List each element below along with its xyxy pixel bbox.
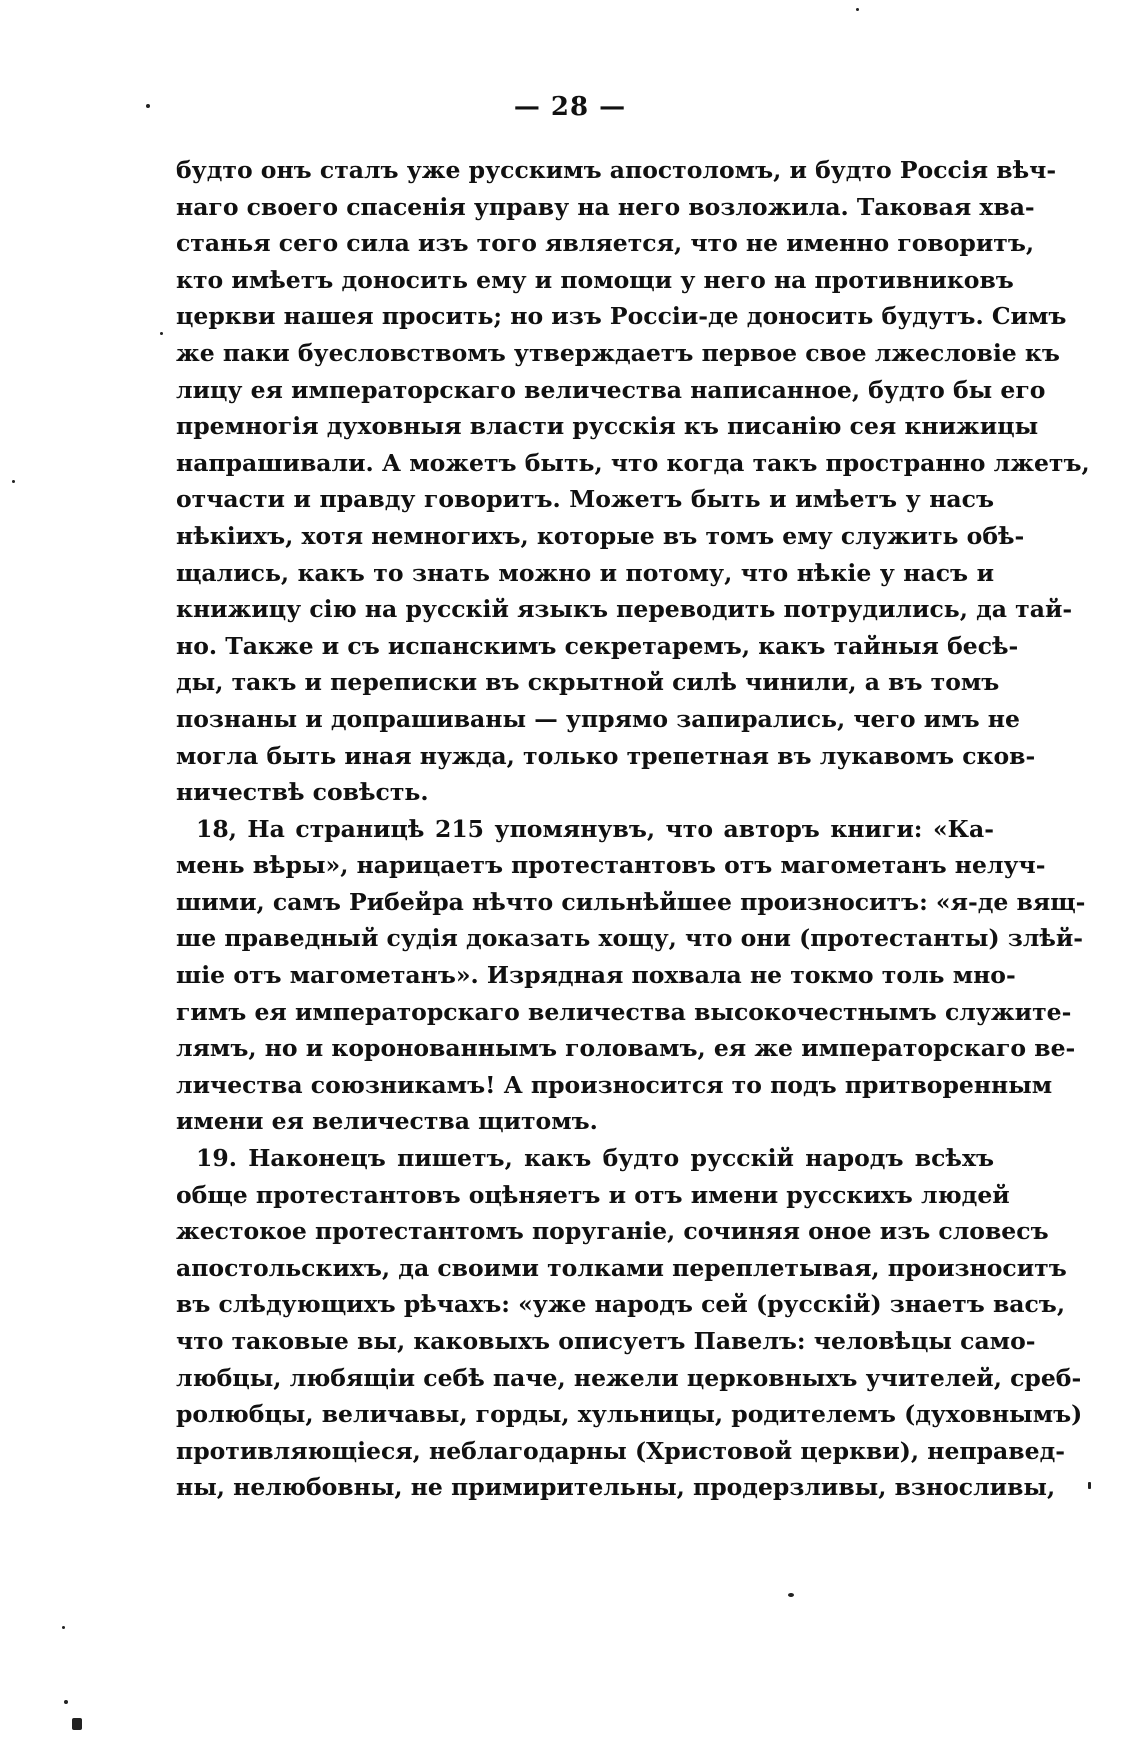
text-line: что таковые вы, каковыхъ описуетъ Павелъ: человѣцы само-: [176, 1327, 1036, 1355]
text-line: ролюбцы, величавы, горды, хульницы, родителемъ (духовнымъ): [176, 1400, 1083, 1429]
text-line: личества союзникамъ! А произносится то подъ притворенным: [176, 1070, 1053, 1099]
text-line: обще протестантовъ оцѣняетъ и отъ имени русскихъ людей: [176, 1180, 1010, 1209]
text-line: противляющіеся, неблагодарны (Христовой церкви), неправед-: [176, 1436, 1065, 1465]
text-line: ды, такъ и переписки въ скрытной силѣ чинили, а въ томъ: [176, 668, 1000, 697]
text-line: кто имѣетъ доносить ему и помощи у него на противниковъ: [176, 265, 1014, 294]
paragraph-19: [176, 1140, 1083, 1506]
text-line: ше праведный судія доказать хощу, что они (протестанты) злѣй-: [176, 924, 1084, 953]
text-line: напрашивали. А можетъ быть, что когда такъ пространно лжетъ,: [176, 448, 1090, 477]
text-line: нѣкіихъ, хотя немногихъ, которые въ томъ ему служить обѣ-: [176, 521, 1025, 550]
page-number: — 28 —: [513, 92, 627, 122]
scan-speck: [146, 104, 150, 108]
text-line: любцы, любящіи себѣ паче, нежели церковныхъ учителей, среб-: [176, 1363, 1082, 1392]
text-line: наго своего спасенія управу на него возложила. Таковая хва-: [176, 192, 1035, 221]
scan-speck: [64, 1700, 68, 1704]
scan-speck: [160, 332, 163, 335]
paragraph-continuation: [176, 152, 1090, 811]
text-line: щались, какъ то знать можно и потому, что нѣкіе у насъ и: [176, 558, 994, 587]
text-line: жестокое протестантомъ поруганіе, сочиняя оное изъ словесъ: [176, 1217, 1049, 1246]
scan-speck: [12, 480, 15, 483]
text-line: гимъ ея императорскаго величества высокочестнымъ служите-: [176, 997, 1072, 1026]
scan-speck: [1088, 1482, 1091, 1489]
text-line: лицу ея императорскаго величества написанное, будто бы его: [176, 375, 1046, 404]
text-line: книжицу сію на русскій языкъ переводить потрудились, да тай-: [176, 595, 1073, 624]
text-line: мень вѣры», нарицаетъ протестантовъ отъ магометанъ нелуч-: [176, 851, 1046, 880]
text-line: шіе отъ магометанъ». Изрядная похвала не токмо толь мно-: [176, 961, 1016, 990]
scan-speck: [62, 1626, 65, 1629]
text-line: ны, нелюбовны, не примирительны, продерзливы, взносливы,: [176, 1473, 1056, 1502]
text-line: апостольскихъ, да своими толками переплетывая, произноситъ: [176, 1253, 1067, 1282]
text-line: 19. Наконецъ пишетъ, какъ будто русскій народъ всѣхъ: [196, 1144, 994, 1173]
text-line: 18, На страницѣ 215 упомянувъ, что авторъ книги: «Ка-: [196, 814, 994, 843]
text-line: церкви нашея просить; но изъ Россіи-де доносить будутъ. Симъ: [176, 302, 1067, 331]
text-line: имени ея величества щитомъ.: [176, 1107, 598, 1136]
scan-speck: [788, 1593, 794, 1597]
text-line: въ слѣдующихъ рѣчахъ: «уже народъ сей (русскій) знаетъ васъ,: [176, 1290, 1066, 1319]
scan-speck: [856, 8, 859, 11]
text-line: будто онъ сталъ уже русскимъ апостоломъ, и будто Россія вѣч-: [176, 156, 1057, 184]
text-line: лямъ, но и коронованнымъ головамъ, ея же императорскаго ве-: [176, 1034, 1076, 1063]
text-line: могла быть иная нужда, только трепетная въ лукавомъ сков-: [176, 741, 1036, 770]
body-text: [176, 152, 1090, 1506]
text-line: отчасти и правду говоритъ. Можетъ быть и имѣетъ у насъ: [176, 485, 994, 514]
paragraph-18: [176, 811, 1086, 1140]
text-line: ничествѣ совѣсть.: [176, 778, 429, 807]
text-line: станья сего сила изъ того является, что не именно говоритъ,: [176, 229, 1035, 258]
text-line: познаны и допрашиваны — упрямо запирались, чего имъ не: [176, 704, 1020, 733]
text-line: но. Также и съ испанскимъ секретаремъ, какъ тайныя бесѣ-: [176, 631, 1019, 660]
text-line: шими, самъ Рибейра нѣчто сильнѣйшее произноситъ: «я-де вящ-: [176, 887, 1086, 916]
text-line: же паки буесловствомъ утверждаетъ первое свое лжесловіе къ: [176, 338, 1060, 367]
scan-speck: [72, 1718, 82, 1730]
text-line: премногія духовныя власти русскія къ писанію сея книжицы: [176, 412, 1039, 441]
